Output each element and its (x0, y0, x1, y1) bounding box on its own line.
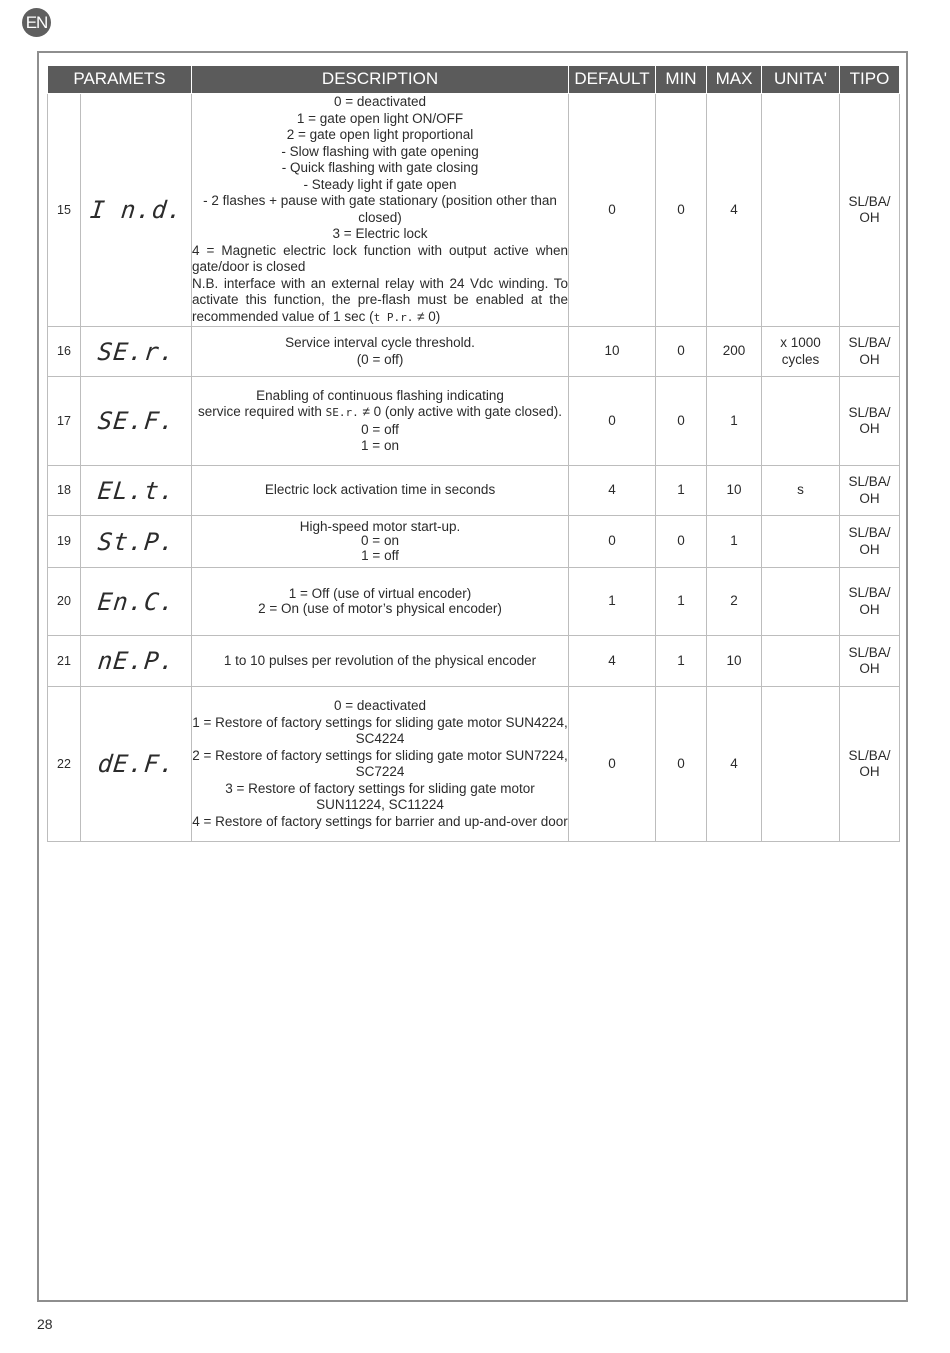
tipo-value: SL/BA/ OH (840, 94, 900, 327)
min-value: 1 (656, 568, 707, 636)
tipo-value: SL/BA/ OH (840, 327, 900, 377)
desc-line: 2 = On (use of motor’s physical encoder) (258, 600, 502, 616)
min-value: 0 (656, 94, 707, 327)
table-row (48, 636, 900, 687)
page-number: 28 (37, 1316, 53, 1332)
unit-value (762, 568, 840, 636)
desc-line: 3 = Electric lock (332, 226, 428, 241)
inline-display-code: t P.r. (373, 310, 414, 324)
unit-value (762, 377, 840, 466)
tipo-value: SL/BA/ OH (840, 636, 900, 687)
param-description (192, 327, 569, 377)
desc-note (192, 276, 568, 327)
min-value: 1 (656, 636, 707, 687)
desc-line: Electric lock activation time in seconds (264, 482, 496, 498)
param-number: 16 (48, 327, 81, 377)
desc-line: High-speed motor start-up. (299, 518, 461, 534)
inline-display-code: SE.r. (325, 406, 359, 419)
desc-line: 0 = deactivated (334, 698, 426, 713)
param-number: 15 (48, 94, 81, 327)
table-row (48, 516, 900, 568)
param-number: 22 (48, 687, 81, 842)
display-code: EL.t. (78, 466, 194, 516)
desc-line: 4 = Restore of factory settings for barrier and up-and-over door (192, 813, 568, 829)
param-number: 20 (48, 568, 81, 636)
desc-line: - Slow flashing with gate opening (281, 143, 479, 159)
min-value: 0 (656, 516, 707, 568)
desc-line: 0 = on (361, 533, 399, 549)
header-max: MAX (707, 66, 762, 94)
tipo-value: SL/BA/ OH (840, 516, 900, 568)
table-row (48, 94, 900, 327)
min-value: 0 (656, 687, 707, 842)
display-code: SE.F. (76, 377, 196, 466)
display-code: I n.d. (68, 94, 204, 327)
default-value: 0 (569, 687, 656, 842)
min-value: 1 (656, 466, 707, 516)
param-number: 18 (48, 466, 81, 516)
desc-line: - Steady light if gate open (303, 176, 457, 192)
table-row (48, 568, 900, 636)
parameters-table (47, 66, 900, 842)
desc-line: 0 = deactivated (334, 94, 426, 109)
max-value: 10 (707, 466, 762, 516)
unit-value: s (762, 466, 840, 516)
param-description (192, 568, 569, 636)
table-row (48, 466, 900, 516)
tipo-value: SL/BA/ OH (840, 568, 900, 636)
desc-line: Enabling of continuous flashing indicating (256, 387, 504, 403)
desc-line: 2 = Restore of factory settings for sliding gate motor SUN7224, SC7224 (192, 747, 568, 779)
max-value: 4 (707, 687, 762, 842)
display-code: nE.P. (78, 636, 194, 687)
desc-line: 4 = Magnetic electric lock function with output active when gate/door is closed (192, 242, 569, 274)
desc-line: - 2 flashes + pause with gate stationary (position other than closed) (203, 193, 557, 225)
desc-line: - Quick flashing with gate closing (281, 160, 479, 175)
param-description (192, 466, 569, 516)
desc-text: ≠ 0 (only active with gate closed). (358, 404, 562, 419)
param-number: 21 (48, 636, 81, 687)
max-value: 1 (707, 516, 762, 568)
language-badge: EN (22, 8, 51, 37)
desc-line: 1 = Off (use of virtual encoder) (288, 586, 472, 601)
max-value: 10 (707, 636, 762, 687)
header-default: DEFAULT (569, 66, 656, 94)
desc-line: 2 = gate open light proportional (286, 127, 474, 142)
desc-line: (0 = off) (356, 351, 404, 367)
max-value: 4 (707, 94, 762, 327)
desc-text: ≠ 0) (413, 308, 441, 324)
display-code: St.P. (78, 516, 194, 568)
param-description (192, 94, 569, 327)
desc-line: 3 = Restore of factory settings for sliding gate motor SUN11224, SC11224 (225, 780, 535, 812)
unit-value (762, 516, 840, 568)
desc-line: 1 = gate open light ON/OFF (296, 110, 464, 126)
header-paramets: PARAMETS (48, 66, 192, 94)
table-row (48, 377, 900, 466)
unit-value (762, 687, 840, 842)
min-value: 0 (656, 377, 707, 466)
display-code: dE.F. (72, 687, 199, 842)
header-tipo: TIPO (840, 66, 900, 94)
param-number: 19 (48, 516, 81, 568)
param-description (192, 377, 569, 466)
param-description (192, 687, 569, 842)
max-value: 200 (707, 327, 762, 377)
desc-text: N.B. interface with an external relay with 24 Vdc winding. To activate this function, the pre-flash must be enabled at the recommended value of 1 sec ( (192, 275, 569, 324)
param-description (192, 516, 569, 568)
table-row (48, 687, 900, 842)
desc-line: 1 to 10 pulses per revolution of the physical encoder (223, 652, 537, 668)
default-value: 4 (569, 636, 656, 687)
header-unita: UNITA' (762, 66, 840, 94)
tipo-value: SL/BA/ OH (840, 466, 900, 516)
param-number: 17 (48, 377, 81, 466)
display-code: En.C. (77, 568, 195, 636)
tipo-value: SL/BA/ OH (840, 377, 900, 466)
default-value: 1 (569, 568, 656, 636)
desc-line: 0 = off (361, 421, 399, 437)
unit-value (762, 94, 840, 327)
max-value: 2 (707, 568, 762, 636)
table-header-row (48, 66, 900, 94)
desc-text: service required with (198, 404, 326, 419)
default-value: 4 (569, 466, 656, 516)
header-min: MIN (656, 66, 707, 94)
default-value: 10 (569, 327, 656, 377)
desc-line: 1 = Restore of factory settings for sliding gate motor SUN4224, SC4224 (192, 714, 568, 746)
unit-value (762, 636, 840, 687)
desc-line: 1 = on (361, 438, 399, 453)
header-description: DESCRIPTION (192, 66, 569, 94)
default-value: 0 (569, 516, 656, 568)
display-code: SE.r. (78, 327, 194, 377)
unit-value: x 1000 cycles (762, 327, 840, 377)
default-value: 0 (569, 94, 656, 327)
table-row (48, 327, 900, 377)
desc-line: Service interval cycle threshold. (285, 335, 475, 350)
min-value: 0 (656, 327, 707, 377)
max-value: 1 (707, 377, 762, 466)
default-value: 0 (569, 377, 656, 466)
desc-line: 1 = off (361, 547, 399, 563)
desc-line (192, 404, 568, 422)
tipo-value: SL/BA/ OH (840, 687, 900, 842)
param-description (192, 636, 569, 687)
